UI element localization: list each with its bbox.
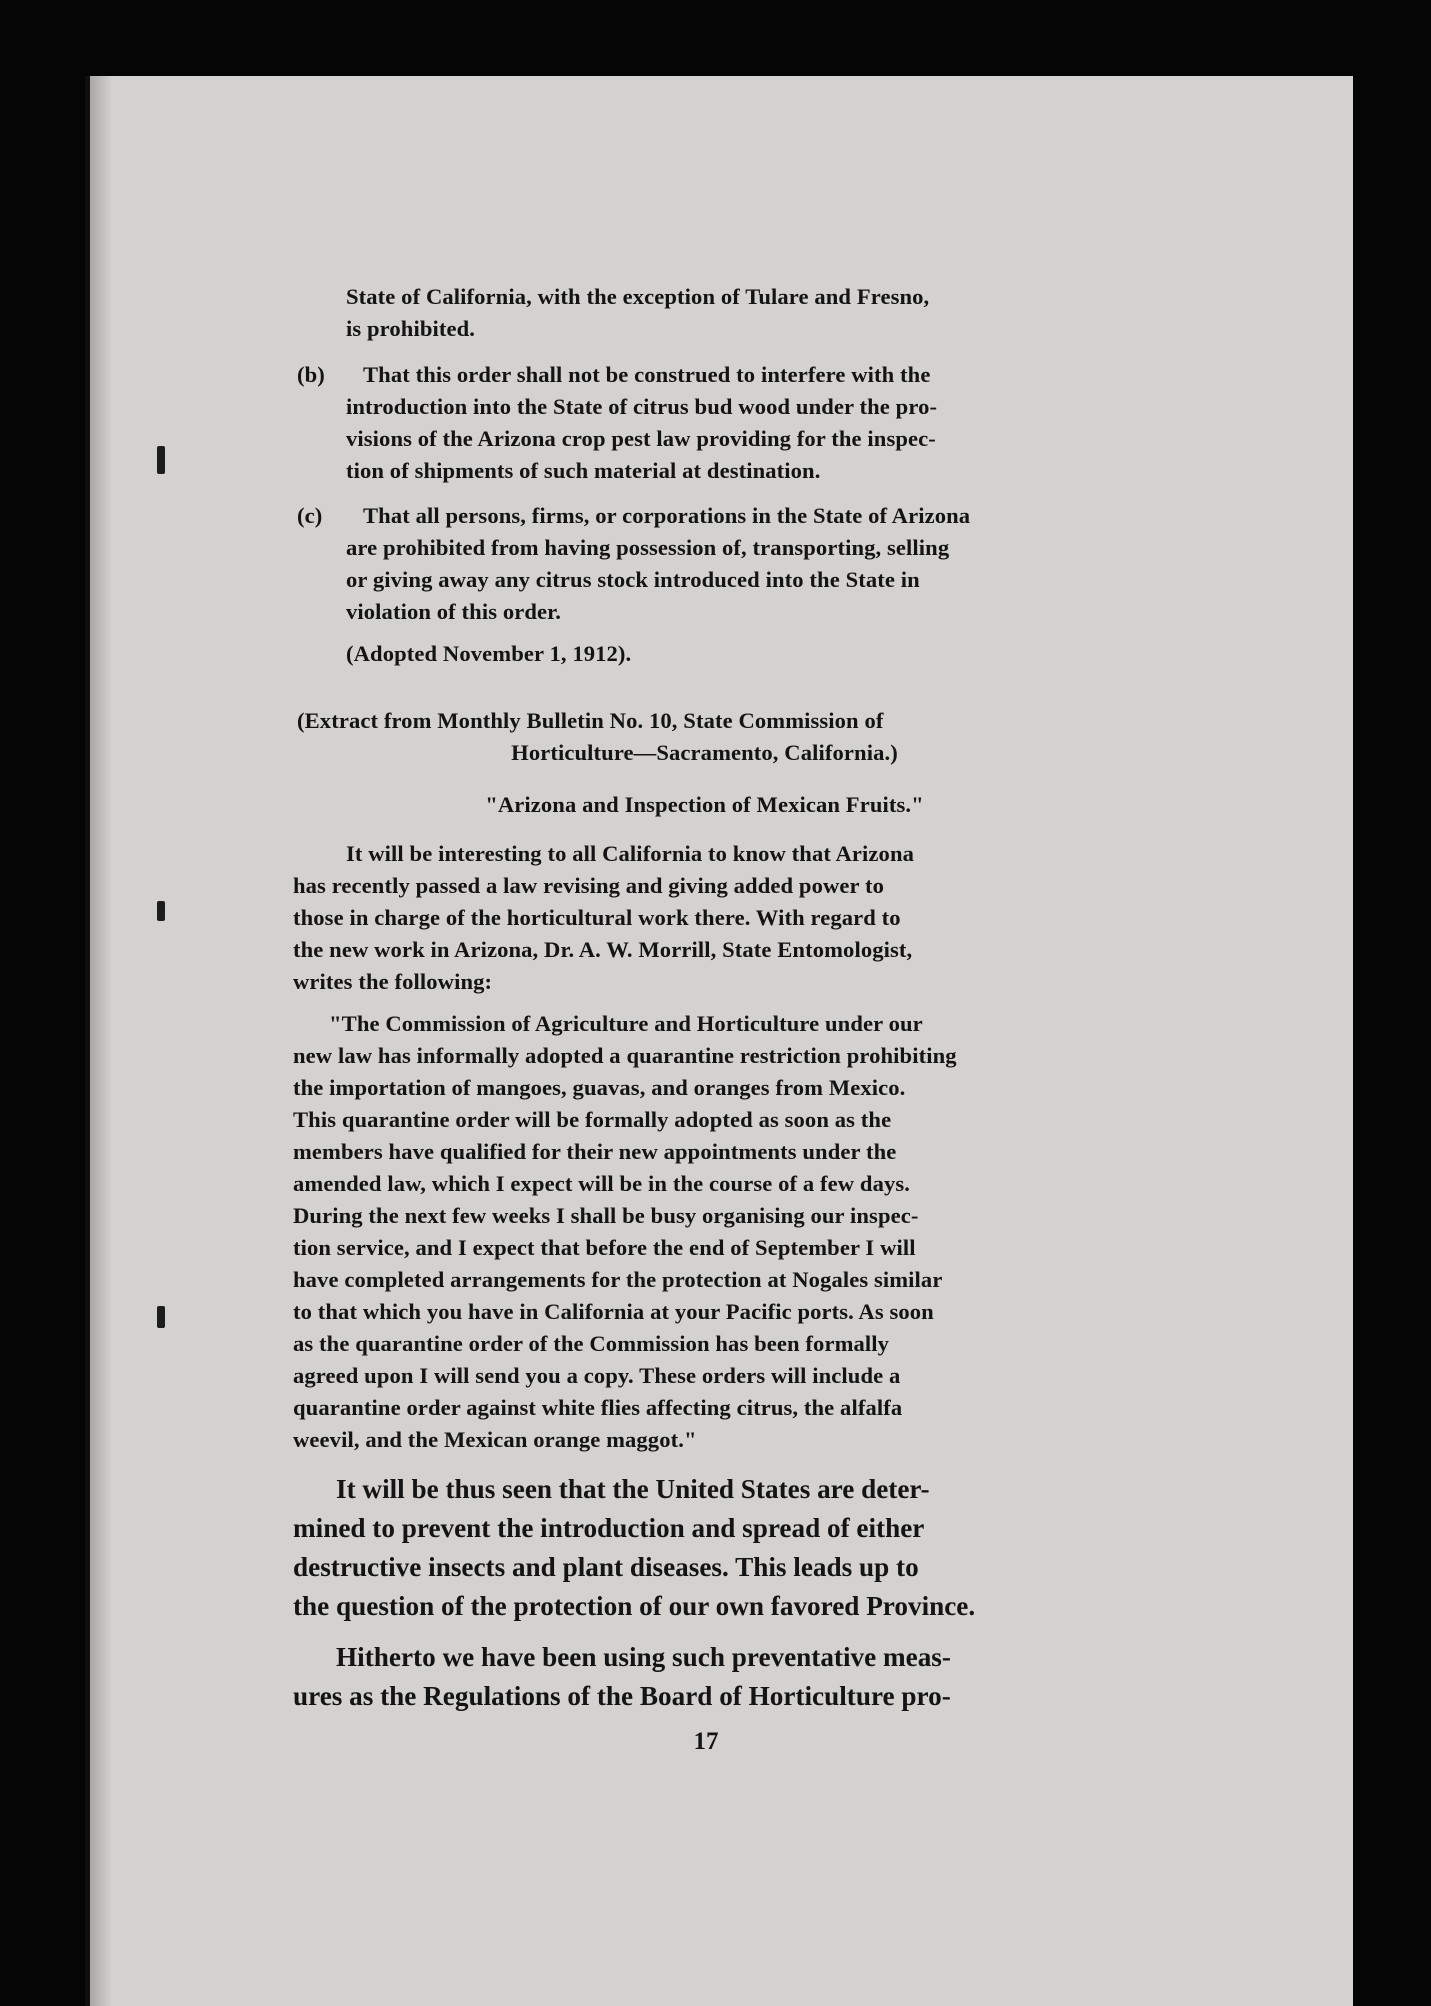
- section-b-label: (b): [297, 362, 325, 387]
- quote-line: amended law, which I expect will be in the course of a few days.: [293, 1171, 911, 1196]
- quote-line: new law has informally adopted a quarantine restriction prohibiting: [293, 1043, 957, 1068]
- conclusion-line: It will be thus seen that the United States are deter-: [336, 1474, 930, 1504]
- quote-line: to that which you have in California at your Pacific ports. As soon: [293, 1299, 934, 1324]
- conclusion-line: the question of the protection of our own favored Province.: [293, 1591, 976, 1621]
- section-b-line: visions of the Arizona crop pest law providing for the inspec-: [346, 426, 936, 451]
- section-b-line: introduction into the State of citrus bud wood under the pro-: [346, 394, 938, 419]
- intro-line: has recently passed a law revising and giving added power to: [293, 873, 884, 898]
- section-b-line: That this order shall not be construed to interfere with the: [363, 362, 931, 387]
- quote-line: tion service, and I expect that before the end of September I will: [293, 1235, 916, 1260]
- quote-line: have completed arrangements for the protection at Nogales similar: [293, 1267, 943, 1292]
- adopted-note: (Adopted November 1, 1912).: [346, 641, 632, 666]
- gutter-shadow: [90, 76, 112, 2006]
- section-c-line: or giving away any citrus stock introduced into the State in: [346, 567, 920, 592]
- intro-line: the new work in Arizona, Dr. A. W. Morrill, State Entomologist,: [293, 937, 913, 962]
- quote-line: "The Commission of Agriculture and Horticulture under our: [329, 1011, 923, 1036]
- quote-line: weevil, and the Mexican orange maggot.": [293, 1427, 697, 1452]
- ink-mark: [157, 446, 165, 474]
- section-c-line: That all persons, firms, or corporations in the State of Arizona: [363, 503, 971, 528]
- section-a-line: State of California, with the exception of Tulare and Fresno,: [346, 284, 930, 309]
- quote-line: This quarantine order will be formally adopted as soon as the: [293, 1107, 892, 1132]
- intro-line: those in charge of the horticultural work there. With regard to: [293, 905, 901, 930]
- quote-line: as the quarantine order of the Commission has been formally: [293, 1331, 890, 1356]
- quote-line: quarantine order against white flies affecting citrus, the alfalfa: [293, 1395, 903, 1420]
- ink-mark: [157, 901, 165, 921]
- ink-mark: [157, 1306, 165, 1328]
- quote-line: During the next few weeks I shall be busy organising our inspec-: [293, 1203, 919, 1228]
- quote-line: the importation of mangoes, guavas, and oranges from Mexico.: [293, 1075, 906, 1100]
- margin-ink-marks: [157, 446, 187, 1396]
- article-title: "Arizona and Inspection of Mexican Fruits.": [485, 792, 924, 817]
- intro-line: writes the following:: [293, 969, 493, 994]
- extract-heading-line: (Extract from Monthly Bulletin No. 10, State Commission of: [297, 708, 884, 733]
- section-c-label: (c): [297, 503, 323, 528]
- section-b-line: tion of shipments of such material at destination.: [346, 458, 821, 483]
- intro-line: It will be interesting to all California to know that Arizona: [346, 841, 915, 866]
- final-line: Hitherto we have been using such preventative meas-: [336, 1642, 951, 1672]
- quote-line: agreed upon I will send you a copy. These orders will include a: [293, 1363, 901, 1388]
- section-a-line: is prohibited.: [346, 316, 476, 341]
- extract-heading-line: Horticulture—Sacramento, California.): [511, 740, 898, 765]
- section-c-line: are prohibited from having possession of, transporting, selling: [346, 535, 950, 560]
- section-c-line: violation of this order.: [346, 599, 561, 624]
- final-line: ures as the Regulations of the Board of Horticulture pro-: [293, 1681, 951, 1711]
- page-number: 17: [693, 1728, 719, 1755]
- conclusion-line: destructive insects and plant diseases. This leads up to: [293, 1552, 919, 1582]
- conclusion-line: mined to prevent the introduction and spread of either: [293, 1513, 925, 1543]
- quote-line: members have qualified for their new appointments under the: [293, 1139, 897, 1164]
